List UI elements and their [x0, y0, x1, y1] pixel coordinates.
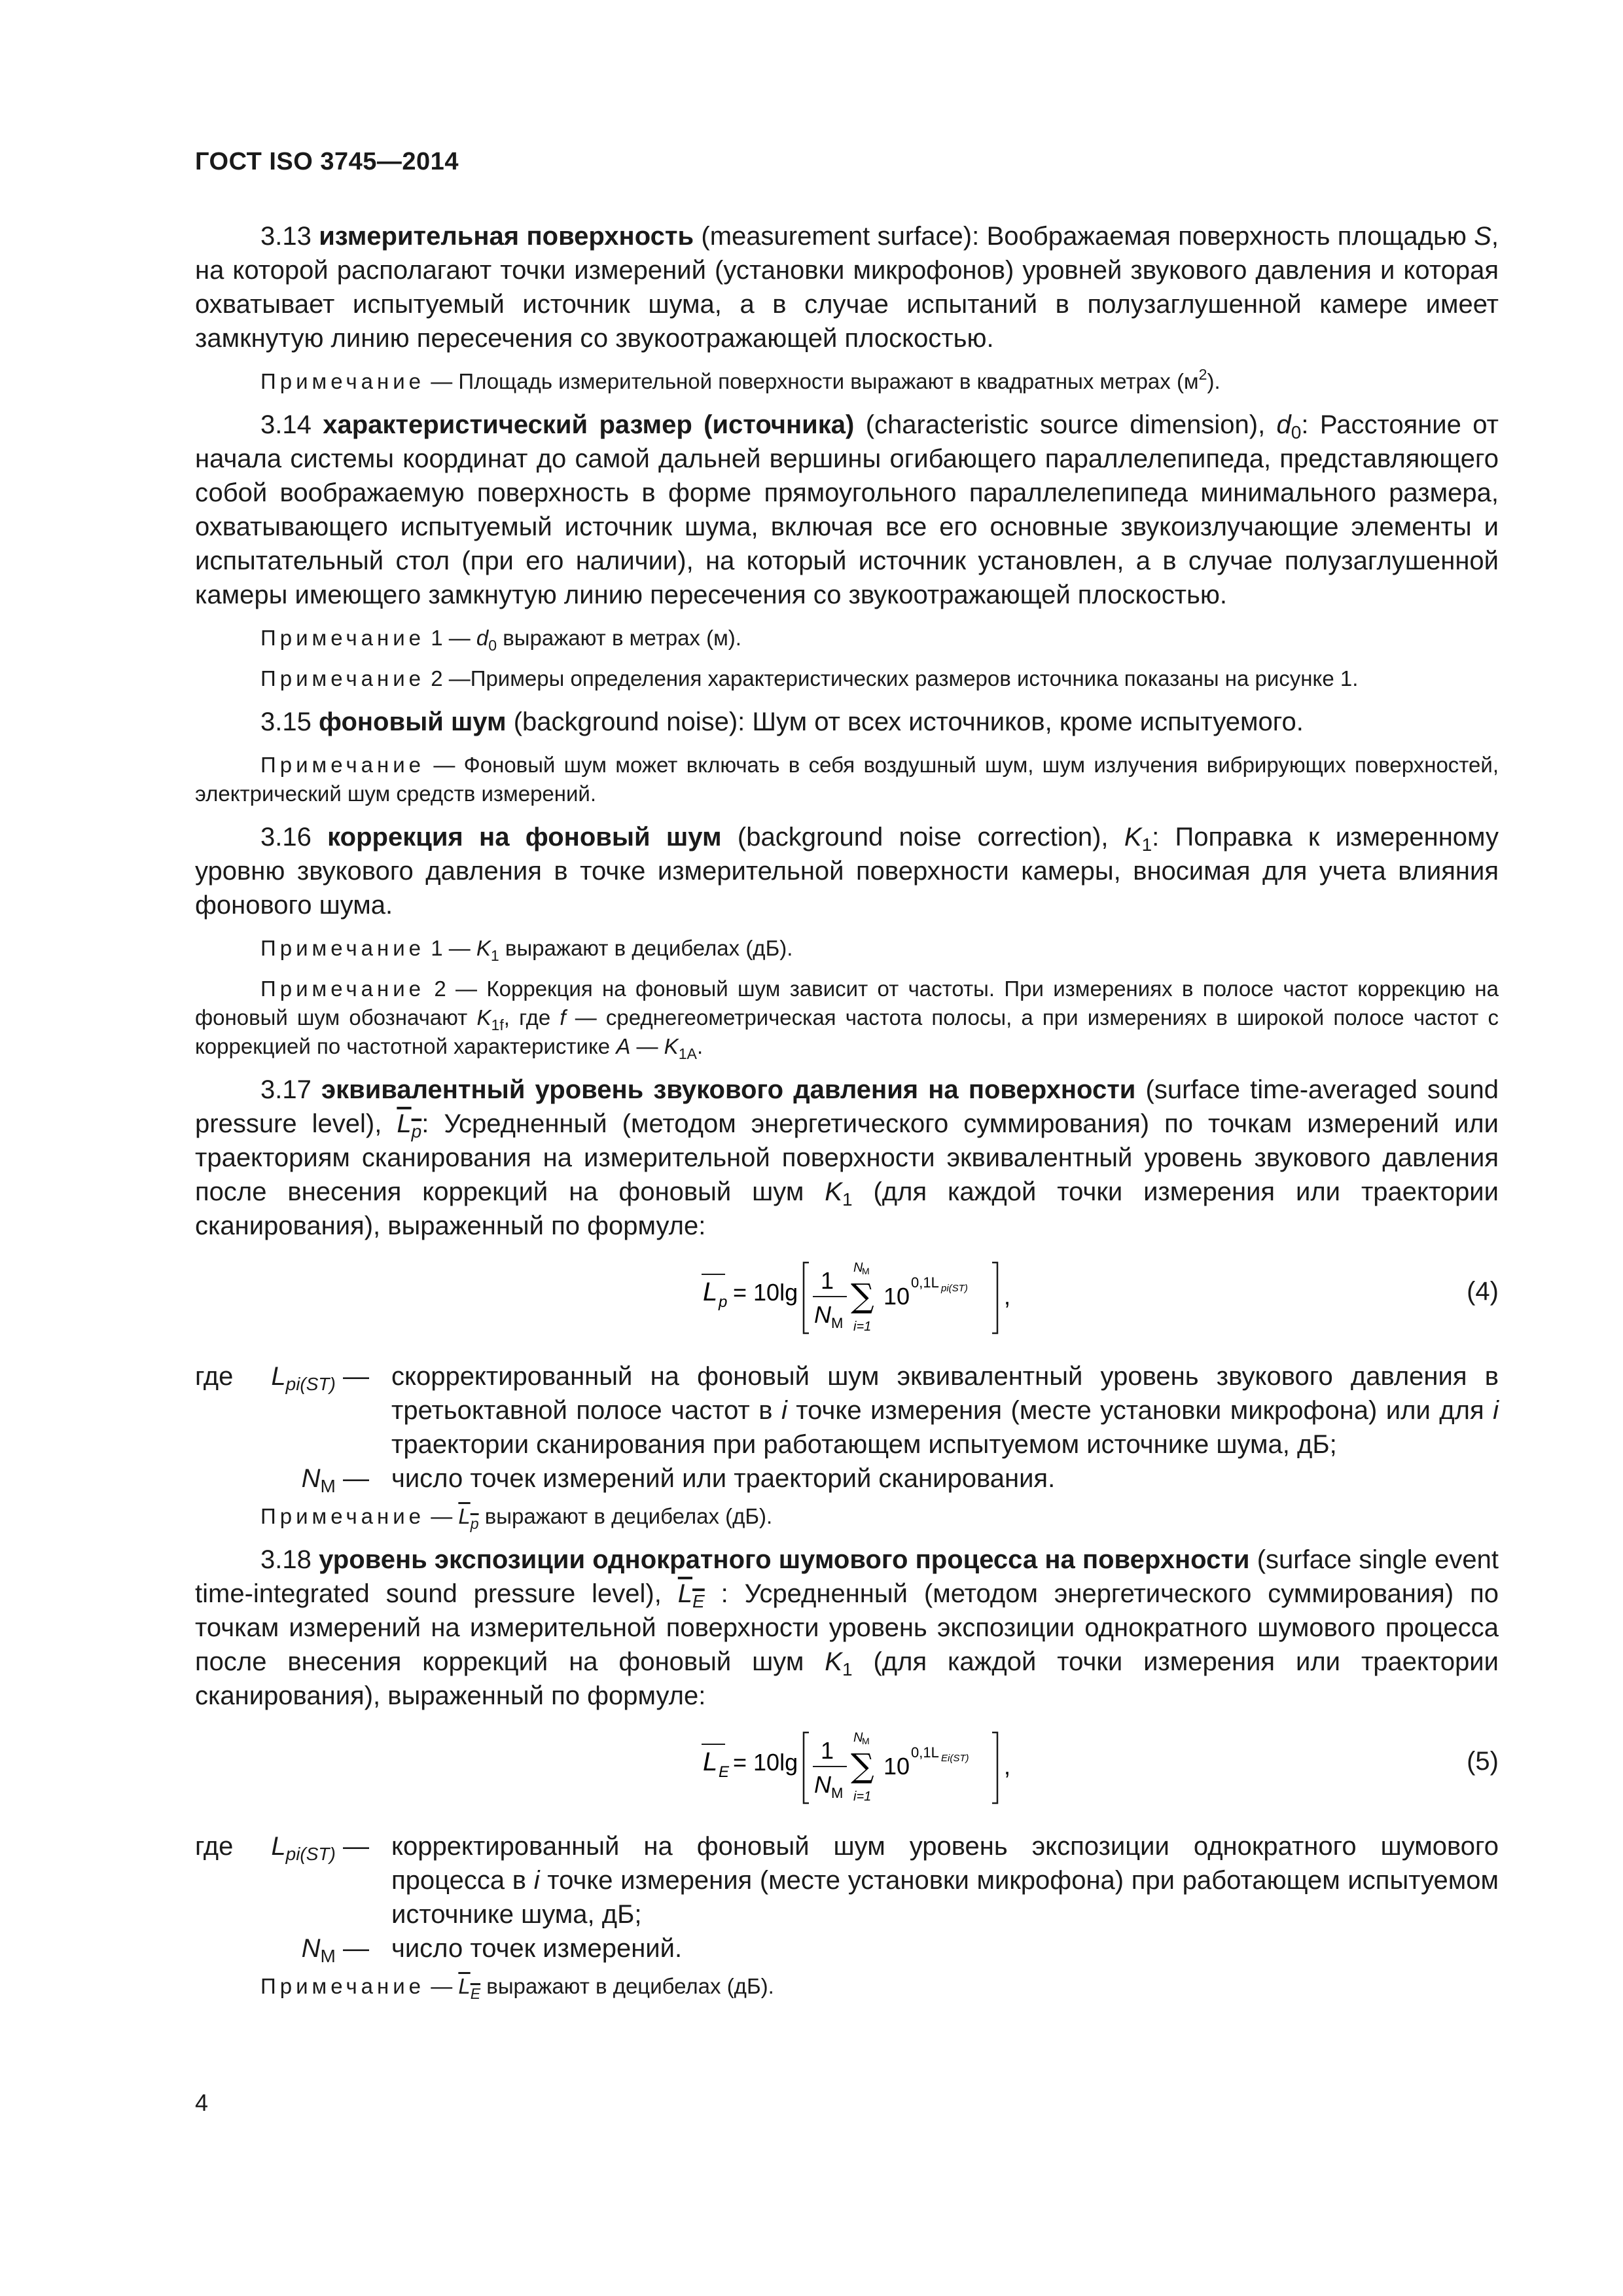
note-label: Примечание: [260, 1504, 425, 1528]
dash: —: [343, 1362, 369, 1391]
text: точке измерения (месте установки микрофона) или для: [796, 1396, 1484, 1425]
definition-text: : Усредненный (методом энергетического суммирования) по точкам измерений или траекториям сканирования на измерительной поверхности эквивалентный уровень звукового давления после внесения коррекций на фоновый шум: [195, 1109, 1499, 1206]
symbol: S: [1474, 222, 1491, 251]
sum-lower: i=1: [853, 1789, 872, 1804]
subscript: E: [470, 1985, 481, 2002]
term: фоновый шум: [318, 708, 507, 736]
subscript: 1: [842, 1659, 853, 1679]
section-3-13: [195, 219, 1499, 355]
term-english: (background noise):: [513, 708, 745, 736]
subscript: E: [692, 1591, 705, 1611]
right-bracket: [992, 1732, 997, 1803]
symbol: d: [1276, 410, 1291, 439]
document-body: [195, 219, 1499, 2013]
fraction-numerator: 1: [821, 1737, 834, 1764]
subscript: М: [320, 1476, 336, 1496]
formula-lhs-sub: p: [719, 1293, 728, 1311]
dash: —: [343, 1464, 369, 1493]
symbol-letter: L: [458, 1504, 471, 1528]
section-3-17: [195, 1073, 1499, 1243]
note-text: —: [636, 1034, 658, 1058]
note-3-16-1: [195, 934, 1499, 963]
sum-upper: N: [853, 1261, 863, 1275]
formula-comma: ,: [1004, 1753, 1011, 1780]
note-text: Коррекция на фоновый шум зависит от частоты. При измерениях в полосе частот коррекцию на фоновый шум обозначают: [195, 977, 1499, 1030]
symbol: f: [560, 1005, 566, 1030]
definition-text: Воображаемая поверхность площадью: [986, 222, 1467, 251]
where-definition: число точек измерений.: [391, 1934, 683, 1963]
formula-number: (5): [1467, 1747, 1499, 1776]
document-header: ГОСТ ISO 3745—2014: [195, 148, 459, 175]
left-bracket: [804, 1263, 809, 1333]
where-label: где: [195, 1362, 234, 1391]
subscript: 1: [842, 1189, 853, 1210]
formula-5: [195, 1725, 1499, 1810]
note-label: Примечание: [260, 936, 425, 960]
note-text: выражают в децибелах (дБ).: [484, 1504, 773, 1528]
text: корректированный на фоновый шум уровень экспозиции однократного шумового процесса в: [391, 1832, 1499, 1895]
symbol: K: [476, 1005, 491, 1030]
term-english: (surface time-averaged sound pressure level),: [195, 1075, 1499, 1138]
note-label: Примечание: [260, 1974, 425, 1998]
dash: —: [343, 1934, 369, 1963]
fraction-denominator-sub: М: [831, 1785, 844, 1801]
right-bracket: [992, 1263, 997, 1333]
note-3-15: [195, 751, 1499, 808]
symbol: i: [781, 1396, 787, 1425]
section-3-14: [195, 408, 1499, 612]
where-symbol: [260, 1462, 391, 1496]
symbol: K: [1124, 823, 1142, 852]
page-number: 4: [195, 2089, 209, 2116]
note-label: Примечание: [260, 977, 425, 1001]
symbol: K: [825, 1177, 842, 1206]
dash: —: [431, 1504, 453, 1528]
term-english: (measurement surface):: [701, 222, 980, 251]
subscript: pi(ST): [285, 1844, 336, 1864]
fraction-numerator: 1: [821, 1267, 834, 1294]
where-list-4: [195, 1359, 1499, 1496]
formula-number: (4): [1467, 1277, 1499, 1306]
note-text: , где: [503, 1005, 551, 1030]
term: характеристический размер (источника): [323, 410, 855, 439]
term: коррекция на фоновый шум: [327, 823, 722, 852]
term: эквивалентный уровень звукового давления на поверхности: [321, 1075, 1136, 1104]
subscript: p: [470, 1515, 479, 1532]
text: траектории сканирования при работающем испытуемом источнике шума, дБ;: [391, 1430, 1337, 1459]
section-3-18: [195, 1543, 1499, 1713]
where-symbol: [260, 1359, 391, 1462]
sum-sign: ∑: [851, 1747, 874, 1785]
formula-exponent: 0,1L: [911, 1744, 939, 1761]
definition-text: : Расстояние от начала системы координат до самой дальней вершины огибающего параллелепипеда, представляющего собой воображаемую поверхность в форме прямоугольного параллелепипеда минимального размера, охватывающего испытуемый источник шума, включая все его основные звукоизлучающие элементы и испытательный стол (при его наличии), на который источник установлен, а в случае полузаглушенной камеры имеющего замкнутую линию пересечения со звукоотражающей плоскостью.: [195, 410, 1499, 609]
section-number: 3.17: [260, 1075, 312, 1104]
text: точке измерения (месте установки микрофона) при работающем испытуемом источнике шума, дБ;: [391, 1866, 1499, 1929]
symbol: [458, 1974, 481, 2002]
subscript: pi(ST): [285, 1374, 336, 1394]
formula-lhs-sub: E: [719, 1763, 730, 1781]
sum-lower: i=1: [853, 1319, 872, 1334]
note-number: 2 —: [434, 977, 478, 1001]
where-symbol: [260, 1829, 391, 1931]
formula-5-expression: [699, 1725, 1039, 1810]
subscript: 1: [490, 947, 499, 964]
subscript: 1A: [678, 1045, 697, 1062]
where-definition: [391, 1359, 1499, 1462]
superscript: 2: [1198, 366, 1207, 383]
term: измерительная поверхность: [319, 222, 694, 251]
term-english: (background noise correction),: [737, 823, 1109, 852]
symbol: K: [825, 1647, 842, 1676]
formula-lhs: L: [703, 1278, 718, 1306]
sum-sign: ∑: [851, 1277, 874, 1315]
formula-base: 10: [883, 1283, 910, 1310]
definition-text: (для каждой точки измерения или траектории сканирования), выраженный по формуле:: [195, 1647, 1499, 1710]
where-symbol: [260, 1931, 391, 1965]
symbol: [458, 1504, 479, 1532]
note-3-14-2: [195, 664, 1499, 693]
subscript: p: [411, 1121, 422, 1141]
symbol-letter: N: [301, 1934, 321, 1963]
note-text: .: [696, 1034, 704, 1058]
section-number: 3.14: [260, 410, 312, 439]
subscript: 1: [1141, 834, 1152, 855]
symbol: [677, 1579, 705, 1611]
symbol-letter: N: [301, 1464, 321, 1493]
note-3-18: [195, 1972, 1499, 2001]
note-text: выражают в децибелах (дБ).: [486, 1974, 774, 1998]
sum-upper-sub: М: [862, 1266, 870, 1276]
formula-base: 10: [883, 1753, 910, 1780]
where-label: где: [195, 1832, 234, 1861]
definition-text: (для каждой точки измерения или траектории сканирования), выраженный по формуле:: [195, 1177, 1499, 1240]
fraction-denominator: N: [814, 1301, 831, 1328]
definition-text: : Поправка к измеренному уровню звукового давления в точке измерительной поверхности камеры, вносимая для учета влияния фонового шума.: [195, 823, 1499, 920]
section-3-16: [195, 820, 1499, 922]
note-text: Примеры определения характеристических размеров источника показаны на рисунке 1.: [470, 666, 1359, 691]
note-label: Примечание: [260, 753, 425, 777]
symbol: [397, 1109, 422, 1141]
note-number: 2 —: [431, 666, 471, 691]
section-number: 3.13: [260, 222, 312, 251]
section-3-15: [195, 705, 1499, 739]
where-definition: [391, 1829, 1499, 1931]
sum-upper-sub: М: [862, 1736, 870, 1746]
definition-text: : Усредненный (методом энергетического суммирования) по точкам измерений на измерительной поверхности уровень экспозиции однократного шумового процесса после внесения коррекций на фоновый шум: [195, 1579, 1499, 1676]
formula-4: [195, 1255, 1499, 1340]
symbol: i: [1493, 1396, 1499, 1425]
note-label: Примечание: [260, 666, 425, 691]
note-text: ).: [1207, 369, 1221, 393]
note-text: выражают в децибелах (дБ).: [505, 936, 793, 960]
subscript: 1f: [491, 1016, 504, 1033]
symbol: A: [616, 1034, 631, 1058]
note-3-17: [195, 1502, 1499, 1531]
symbol: K: [476, 936, 491, 960]
section-number: 3.15: [260, 708, 312, 736]
dash: —: [343, 1832, 369, 1861]
note-text: — среднегеометрическая частота полосы, а при измерениях в широкой полосе частот с коррекцией по частотной характеристике: [195, 1005, 1499, 1058]
where-definition: число точек измерений или траекторий сканирования.: [391, 1464, 1056, 1493]
where-list-5: [195, 1829, 1499, 1965]
symbol: K: [664, 1034, 679, 1058]
fraction-denominator-sub: М: [831, 1315, 844, 1331]
symbol-letter: L: [397, 1109, 412, 1138]
note-number: 1 —: [431, 626, 471, 650]
subscript: 0: [1291, 422, 1302, 442]
formula-equals: = 10lg: [733, 1279, 798, 1306]
note-text: выражают в метрах (м).: [503, 626, 741, 650]
formula-exponent-sub: pi(ST): [941, 1283, 968, 1294]
note-label: Примечание: [260, 369, 425, 393]
formula-exponent-sub: Ei(ST): [941, 1753, 969, 1764]
definition-text: , на которой располагают точки измерений (установки микрофонов) уровней звукового давления и которая охватывает испытуемый источник шума, а в случае испытаний в полузаглушенной камере имеет замкнутую линию пересечения со звукоотражающей плоскостью.: [195, 222, 1499, 353]
definition-text: Шум от всех источников, кроме испытуемого.: [752, 708, 1304, 736]
left-bracket: [804, 1732, 809, 1803]
sum-upper: N: [853, 1731, 863, 1745]
formula-lhs: L: [703, 1748, 718, 1776]
subscript: М: [320, 1946, 336, 1966]
formula-equals: = 10lg: [733, 1749, 798, 1776]
term-english: (characteristic source dimension),: [865, 410, 1266, 439]
dash: —: [431, 1974, 453, 1998]
symbol-letter: L: [458, 1974, 471, 1998]
note-text: — Площадь измерительной поверхности выражают в квадратных метрах (м: [431, 369, 1199, 393]
note-3-16-2: [195, 975, 1499, 1061]
section-number: 3.18: [260, 1545, 312, 1574]
symbol-letter: L: [271, 1832, 286, 1861]
formula-comma: ,: [1004, 1283, 1011, 1310]
note-text: — Фоновый шум может включать в себя воздушный шум, шум излучения вибрирующих поверхностей, электрический шум средств измерений.: [195, 753, 1499, 806]
note-3-13: [195, 367, 1499, 396]
formula-exponent: 0,1L: [911, 1274, 939, 1291]
text: скорректированный на фоновый шум эквивалентный уровень звукового давления в третьоктавной полосе частот в: [391, 1362, 1499, 1425]
symbol: d: [476, 626, 489, 650]
symbol: i: [533, 1866, 540, 1895]
subscript: 0: [488, 637, 497, 654]
symbol-letter: L: [677, 1579, 693, 1608]
note-3-14-1: [195, 624, 1499, 653]
term-english: (surface single event time-integrated sound pressure level),: [195, 1545, 1499, 1608]
note-label: Примечание: [260, 626, 425, 650]
section-number: 3.16: [260, 823, 312, 852]
fraction-denominator: N: [814, 1771, 831, 1798]
note-number: 1 —: [431, 936, 471, 960]
term: уровень экспозиции однократного шумового процесса на поверхности: [319, 1545, 1250, 1574]
formula-4-expression: [699, 1255, 1039, 1340]
symbol-letter: L: [271, 1362, 286, 1391]
